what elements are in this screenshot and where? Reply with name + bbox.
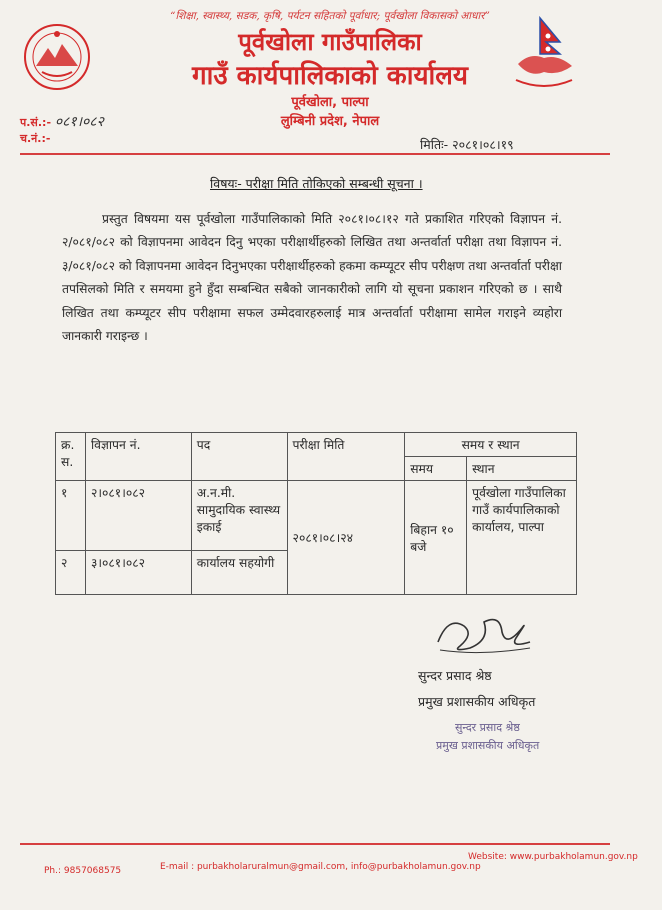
footer-website: Website: www.purbakholamun.gov.np xyxy=(468,852,638,862)
notice-body: प्रस्तुत विषयमा यस पूर्वखोला गाउँपालिकाको मिति २०८१।०८।१२ गते प्रकाशित गरिएको विज्ञापन नं. २/०८१/०८२ को विज्ञापनमा आवेदन दिनु भएका परीक्षार्थीहरुको लिखित तथा अन्तर्वार्ता परीक्षा तथा विज्ञापन नं. ३/०८१/०८२ को विज्ञापनमा आवेदन दिनुभएका परीक्षार्थीहरुको हकमा कम्प्यूटर सीप परीक्षण तथा अन्तर्वार्ता परीक्षा तपसिलको मिति र समयमा हुने हुँदा सम्बन्धित सबैको जानकारीको लागि यो सूचना प्रकाशन गरिएको छ । साथै लिखित तथा कम्प्यूटर सीप परीक्षामा सफल उम्मेदवारहरुलाई मात्र अन्तर्वार्ता परीक्षामा सामेल गराइने व्यहोरा जानकारी गराइन्छ । xyxy=(62,212,563,344)
row-sn: २ xyxy=(56,551,86,595)
nepal-emblem-icon xyxy=(22,22,92,92)
stamp-title: प्रमुख प्रशासकीय अधिकृत xyxy=(436,739,540,752)
row-post: कार्यालय सहयोगी xyxy=(191,551,287,595)
row-adv-no: ३।०८१।०८२ xyxy=(85,551,191,595)
exam-schedule-table xyxy=(55,432,577,595)
date-value: २०८१।०८।१९ xyxy=(452,137,514,152)
reference-cn-label: च.नं.:- xyxy=(20,132,51,145)
header-place: स्थान xyxy=(467,457,577,481)
letterhead-address-local: पूर्वखोला, पाल्पा xyxy=(291,95,369,110)
reference-ps xyxy=(20,112,104,131)
signatory-title: प्रमुख प्रशासकीय अधिकृत xyxy=(418,694,536,709)
notice-date xyxy=(420,136,514,153)
header-divider xyxy=(20,153,610,155)
letterhead-title-municipality: पूर्वखोला गाउँपालिका xyxy=(238,28,422,56)
row-post: अ.न.मी. सामुदायिक स्वास्थ्य इकाई xyxy=(191,481,287,551)
letterhead-address-province: लुम्बिनी प्रदेश, नेपाल xyxy=(280,114,380,129)
date-label: मितिः- xyxy=(420,137,449,152)
letterhead-motto: “शिक्षा, स्वास्थ्य, सडक, कृषि, पर्यटन सहितको पूर्वाधार; पूर्वखोला विकासको आधार” xyxy=(170,10,490,22)
footer-phone: Ph.: 9857068575 xyxy=(44,866,122,876)
header-time: समय xyxy=(405,457,467,481)
row-time: बिहान १० बजे xyxy=(405,481,467,595)
signature-scribble-icon xyxy=(430,608,540,658)
header-post: पद xyxy=(191,433,287,481)
reference-ps-value: ०८१।०८२ xyxy=(54,114,104,130)
letterhead-title-office: गाउँ कार्यपालिकाको कार्यालय xyxy=(192,61,468,91)
header-sn: क्र. स. xyxy=(56,433,86,481)
row-adv-no: २।०८१।०८२ xyxy=(85,481,191,551)
header-adv-no: विज्ञापन नं. xyxy=(85,433,191,481)
row-exam-date: २०८१।०८।२४ xyxy=(287,481,405,595)
row-sn: १ xyxy=(56,481,86,551)
reference-cn xyxy=(20,131,50,146)
table-row xyxy=(56,481,577,551)
footer-divider xyxy=(20,843,610,845)
header-time-place: समय र स्थान xyxy=(405,433,577,457)
notice-subject: विषयः- परीक्षा मिति तोकिएको सम्बन्धी सूचना । xyxy=(210,176,423,191)
table-header-row xyxy=(56,433,577,457)
reference-ps-label: प.सं.:- xyxy=(20,116,52,129)
signatory-name: सुन्दर प्रसाद श्रेष्ठ xyxy=(418,668,492,683)
stamp-name: सुन्दर प्रसाद श्रेष्ठ xyxy=(455,721,520,734)
header-exam-date: परीक्षा मिति xyxy=(287,433,405,481)
footer-email: E-mail : purbakholaruralmun@gmail.com, info@purbakholamun.gov.np xyxy=(160,862,481,872)
row-place: पूर्वखोला गाउँपालिका गाउँ कार्यपालिकाको कार्यालय, पाल्पा xyxy=(467,481,577,595)
